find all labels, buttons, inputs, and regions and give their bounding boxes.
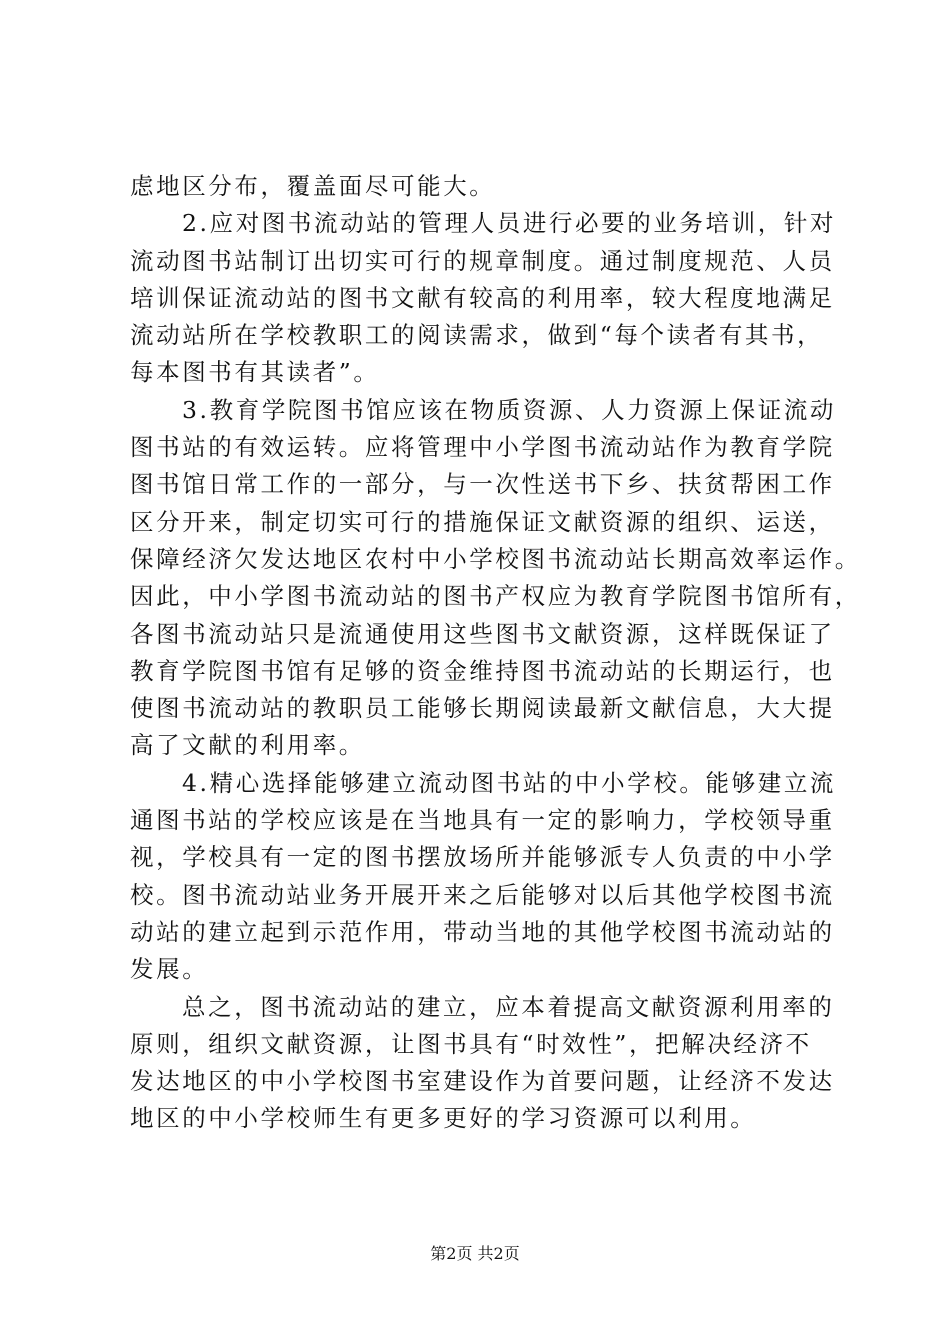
text-line: 使图书流动站的教职员工能够长期阅读最新文献信息，大大提 <box>130 694 835 723</box>
text-line: 校。图书流动站业务开展开来之后能够对以后其他学校图书流 <box>130 880 835 909</box>
text-line: 发展。 <box>130 955 209 984</box>
text-line: 4.精心选择能够建立流动图书站的中小学校。能够建立流 <box>182 768 837 797</box>
text-line: 流动图书站制订出切实可行的规章制度。通过制度规范、人员 <box>130 246 835 275</box>
text-line: 虑地区分布，覆盖面尽可能大。 <box>130 172 496 200</box>
text-line: 每本图书有其读者”。 <box>130 358 380 387</box>
text-line: 高了文献的利用率。 <box>130 731 365 760</box>
body-text <box>130 168 861 1138</box>
text-line: 因此，中小学图书流动站的图书产权应为教育学院图书馆所有， <box>130 582 861 611</box>
text-line: 发达地区的中小学校图书室建设作为首要问题，让经济不发达 <box>130 1067 835 1096</box>
text-line: 动站的建立起到示范作用，带动当地的其他学校图书流动站的 <box>130 917 835 946</box>
text-line: 通图书站的学校应该是在当地具有一定的影响力，学校领导重 <box>130 806 835 835</box>
text-line: 原则，组织文献资源，让图书具有“时效性”，把解决经济不 <box>130 1029 812 1058</box>
text-line: 区分开来，制定切实可行的措施保证文献资源的组织、运送， <box>130 507 835 536</box>
text-line: 图书馆日常工作的一部分，与一次性送书下乡、扶贫帮困工作 <box>130 470 835 499</box>
text-line: 流动站所在学校教职工的阅读需求，做到“每个读者有其书， <box>130 321 824 350</box>
text-line: 图书站的有效运转。应将管理中小学图书流动站作为教育学院 <box>130 433 835 462</box>
page-number-label: 第2页 共2页 <box>430 1244 520 1263</box>
text-line: 保障经济欠发达地区农村中小学校图书流动站长期高效率运作。 <box>130 544 861 573</box>
text-line: 视，学校具有一定的图书摆放场所并能够派专人负责的中小学 <box>130 843 835 872</box>
page-footer <box>0 1244 950 1264</box>
text-line: 2.应对图书流动站的管理人员进行必要的业务培训，针对 <box>182 209 837 238</box>
text-line: 各图书流动站只是流通使用这些图书文献资源，这样既保证了 <box>130 619 835 648</box>
text-line: 教育学院图书馆有足够的资金维持图书流动站的长期运行，也 <box>130 656 835 685</box>
text-line: 总之，图书流动站的建立，应本着提高文献资源利用率的 <box>182 992 835 1021</box>
text-line: 培训保证流动站的图书文献有较高的利用率，较大程度地满足 <box>130 283 835 312</box>
text-line: 3.教育学院图书馆应该在物质资源、人力资源上保证流动 <box>182 395 837 424</box>
text-line: 地区的中小学校师生有更多更好的学习资源可以利用。 <box>130 1104 757 1133</box>
